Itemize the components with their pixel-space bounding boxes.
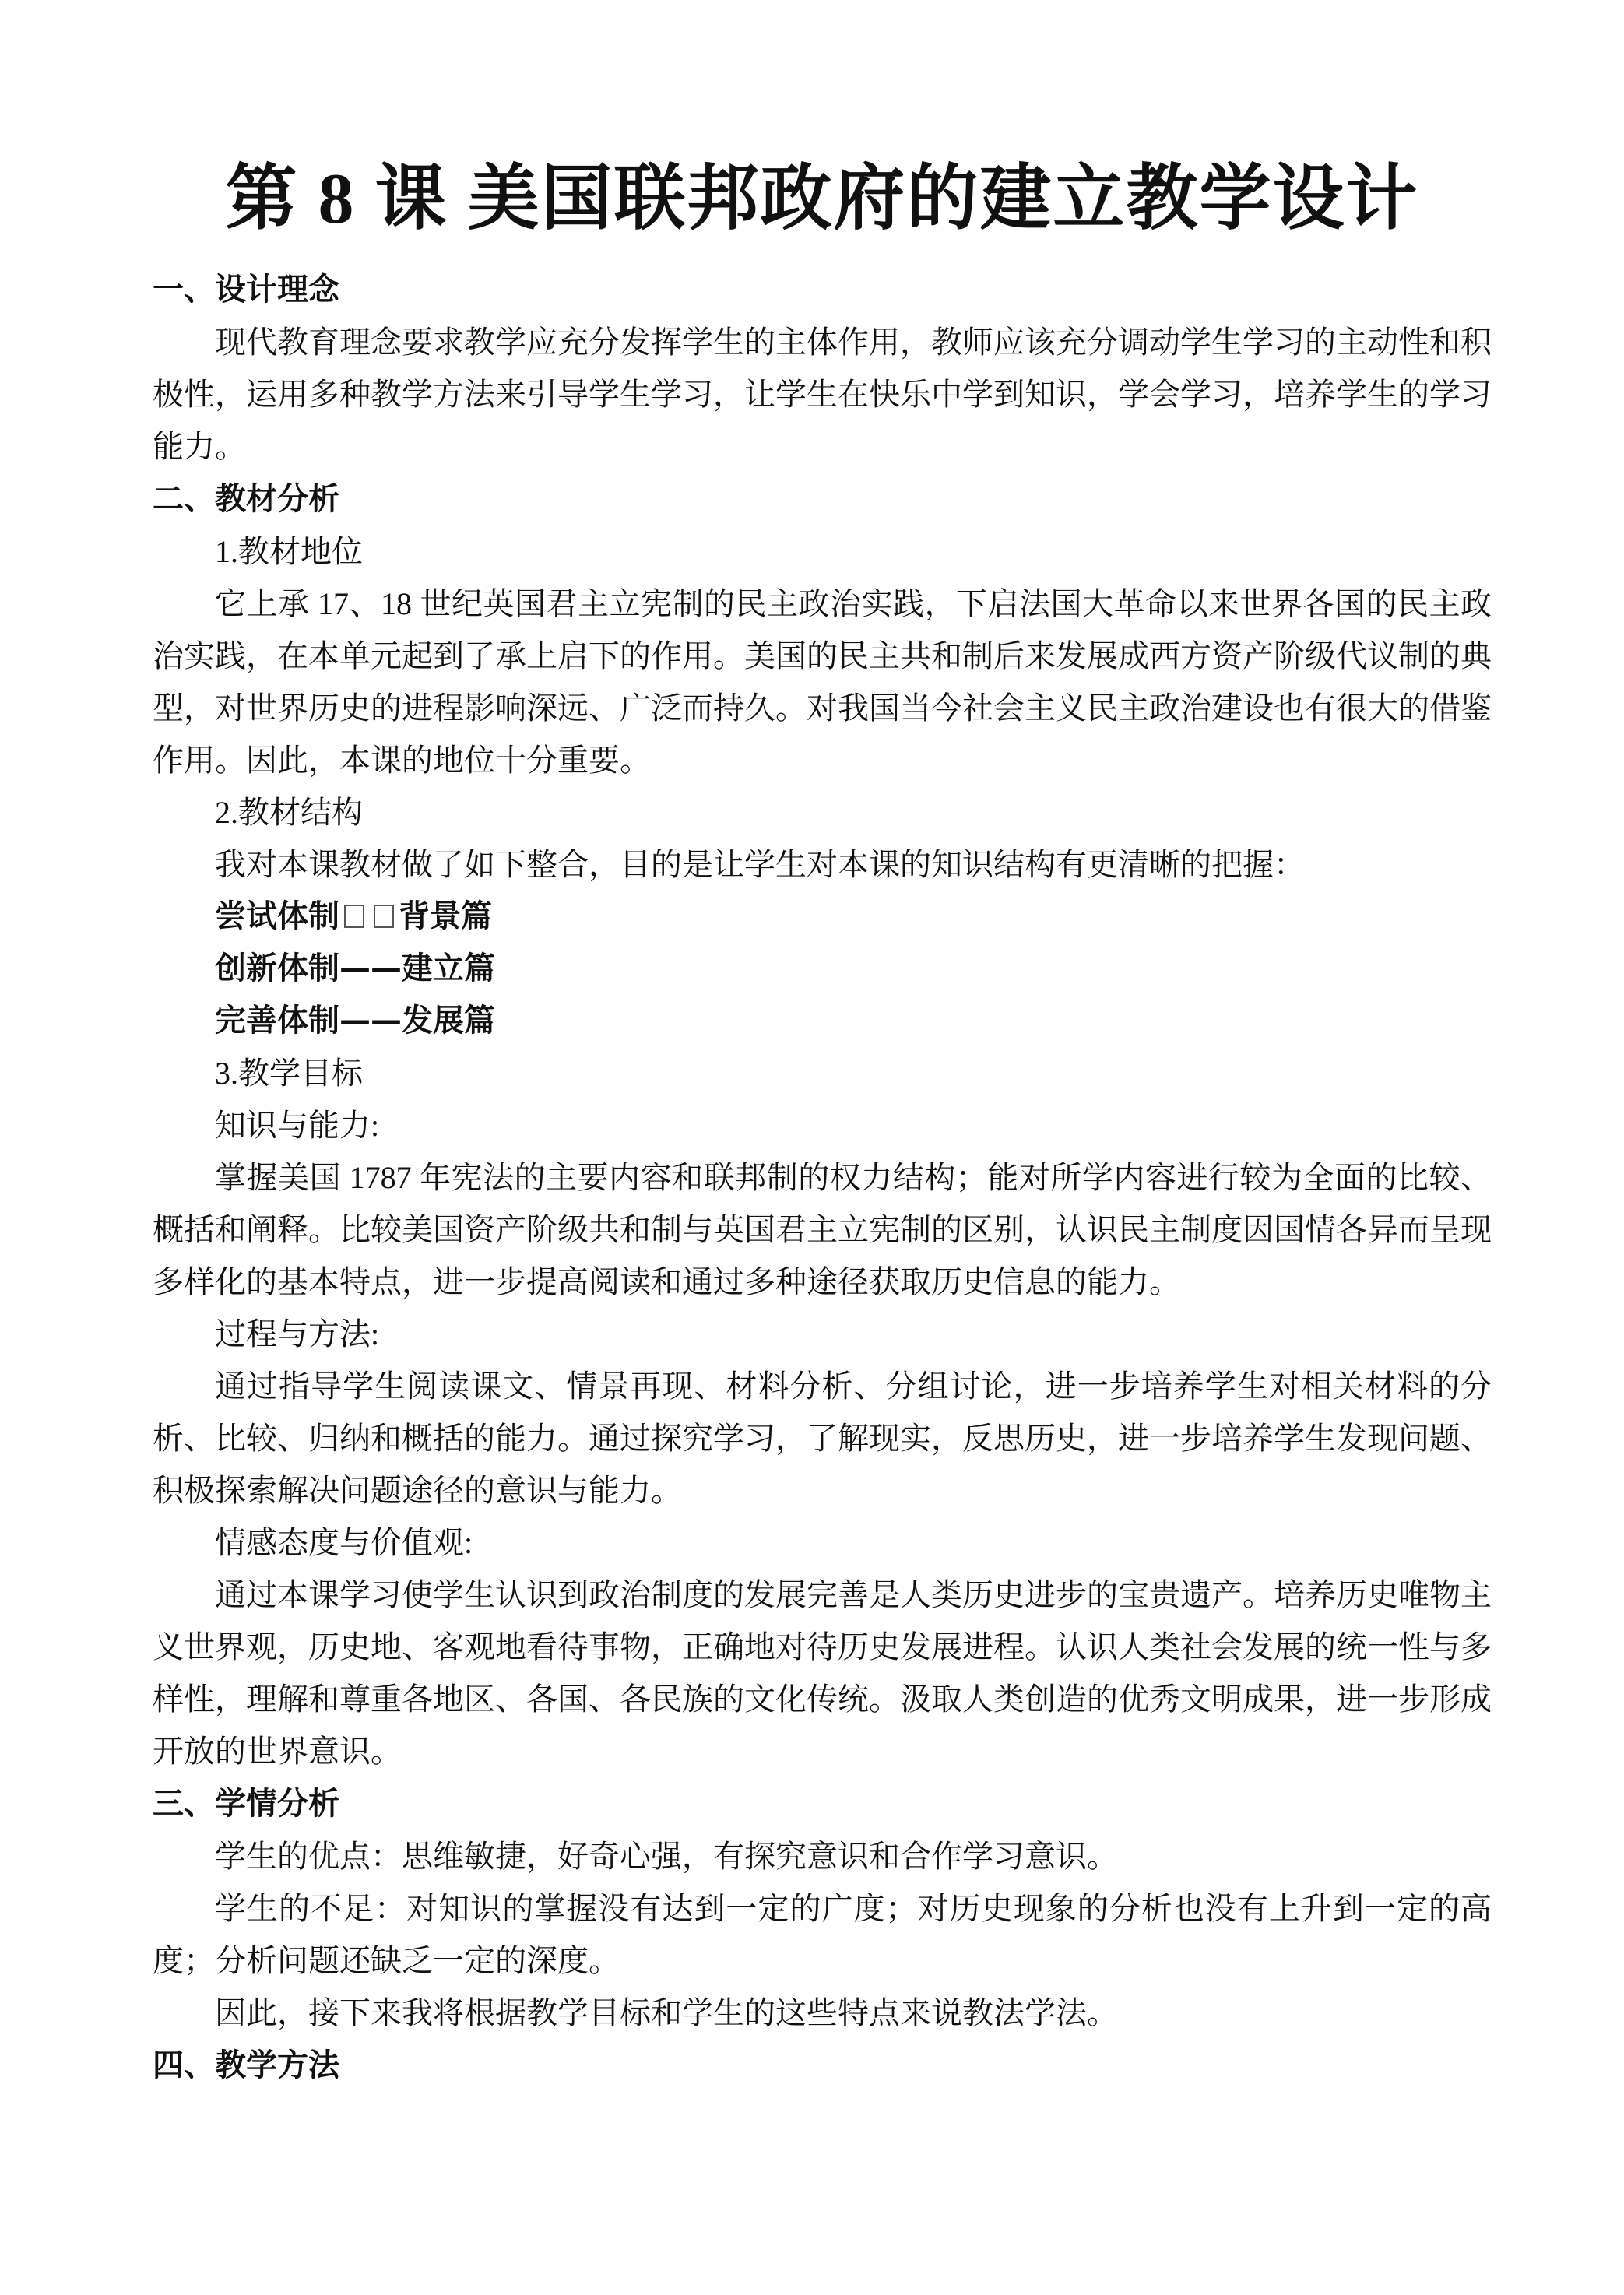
paragraph-textbook-structure: 我对本课教材做了如下整合，目的是让学生对本课的知识结构有更清晰的把握：: [215, 847, 1305, 882]
missing-glyph-box-icon: [344, 905, 364, 928]
goal-text-values: 通过本课学习使学生认识到政治制度的发展完善是人类历史进步的宝贵遗产。培养历史唯物主义世界观，历史地、客观地看待事物，正确地对待历史发展进程。认识人类社会发展的统一性与多样性，理解和尊重各地区、各国、各民族的文化传统。汲取人类创造的优秀文明成果，进一步形成开放的世界意识。: [153, 1577, 1492, 1769]
paragraph-conclusion: 因此，接下来我将根据教学目标和学生的这些特点来说教法学法。: [215, 1995, 1118, 2030]
subheading-teaching-goals: 3.教学目标: [215, 1056, 363, 1091]
document-title: 第 8 课 美国联邦政府的建立教学设计: [225, 159, 1419, 238]
paragraph-student-strengths: 学生的优点：思维敏捷，好奇心强，有探究意识和合作学习意识。: [215, 1839, 1118, 1874]
paragraph-student-weaknesses: 学生的不足：对知识的掌握没有达到一定的广度；对历史现象的分析也没有上升到一定的高度；分析问题还缺乏一定的深度。: [153, 1891, 1492, 1978]
section-heading-design-concept: 一、设计理念: [153, 272, 339, 308]
structure-item-background-label: 尝试体制: [215, 898, 339, 934]
paragraph-design-concept: 现代教育理念要求教学应充分发挥学生的主体作用，教师应该充分调动学生学习的主动性和积极性，运用多种教学方法来引导学生学习，让学生在快乐中学到知识，学会学习，培养学生的学习能力。: [153, 325, 1492, 464]
structure-item-development: 完善体制——发展篇: [215, 1003, 495, 1039]
subheading-textbook-position: 1.教材地位: [215, 534, 363, 569]
structure-item-background-suffix: 背景篇: [399, 898, 492, 934]
structure-item-background: [153, 891, 1492, 943]
paragraph-textbook-position: 它上承 17、18 世纪英国君主立宪制的民主政治实践，下启法国大革命以来世界各国的民主政治实践，在本单元起到了承上启下的作用。美国的民主共和制后来发展成西方资产阶级代议制的典型，对世界历史的进程影响深远、广泛而持久。对我国当今社会主义民主政治建设也有很大的借鉴作用。因此，本课的地位十分重要。: [153, 586, 1492, 778]
structure-item-establishment: 创新体制——建立篇: [215, 951, 495, 986]
goal-label-process: 过程与方法:: [215, 1316, 380, 1351]
goal-label-knowledge: 知识与能力:: [215, 1108, 380, 1143]
missing-glyph-box-icon: [374, 905, 394, 928]
subheading-textbook-structure: 2.教材结构: [215, 795, 363, 830]
section-heading-textbook-analysis: 二、教材分析: [153, 481, 339, 517]
goal-label-values: 情感态度与价值观:: [215, 1525, 473, 1560]
goal-text-knowledge: 掌握美国 1787 年宪法的主要内容和联邦制的权力结构；能对所学内容进行较为全面的比较、概括和阐释。比较美国资产阶级共和制与英国君主立宪制的区别，认识民主制度因国情各异而呈现多样化的基本特点，进一步提高阅读和通过多种途径获取历史信息的能力。: [153, 1160, 1492, 1299]
section-heading-teaching-methods: 四、教学方法: [153, 2047, 339, 2083]
goal-text-process: 通过指导学生阅读课文、情景再现、材料分析、分组讨论，进一步培养学生对相关材料的分析、比较、归纳和概括的能力。通过探究学习，了解现实，反思历史，进一步培养学生发现问题、积极探索解决问题途径的意识与能力。: [153, 1369, 1492, 1508]
section-heading-student-analysis: 三、学情分析: [153, 1786, 339, 1822]
